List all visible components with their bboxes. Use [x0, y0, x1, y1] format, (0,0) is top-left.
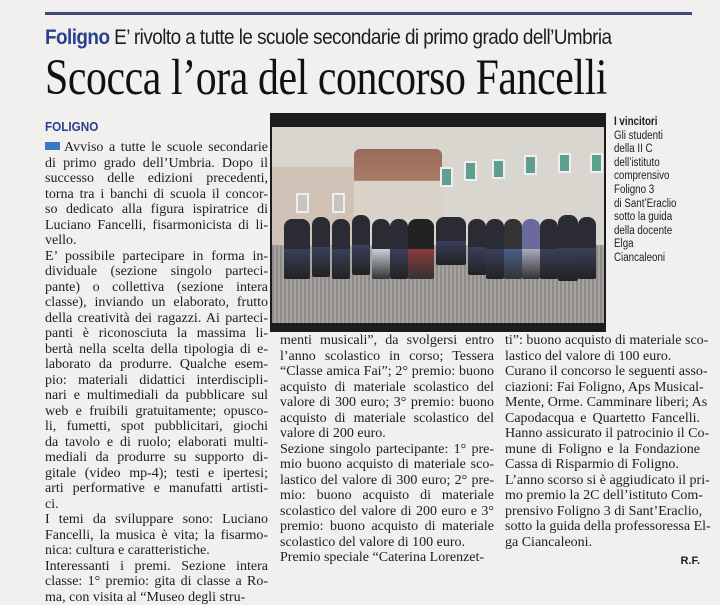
- text-line: [280, 550, 494, 566]
- paragraph: [45, 140, 268, 249]
- paragraph: [505, 364, 700, 473]
- line-text: scolastico del valore di 100 euro.: [280, 535, 465, 550]
- kicker: [45, 26, 611, 50]
- line-text: prensivo Foligno 3 di Sant’Eraclio,: [505, 504, 702, 519]
- line-text: lastico del valore di 300 euro; 2° pre-: [280, 473, 494, 488]
- line-text: pante) o collettiva (sezione intera: [45, 280, 268, 295]
- text-line: [505, 457, 700, 473]
- text-line: [505, 395, 700, 411]
- line-text: Mente, Orme. Camminare liberi; As: [505, 395, 707, 410]
- text-line: [45, 481, 268, 497]
- line-text: mio buono acquisto di materiale sco-: [280, 457, 494, 472]
- text-line: [505, 380, 700, 396]
- line-text: so dedicato alla figura ispiratrice di: [45, 202, 268, 217]
- text-line: [45, 218, 268, 234]
- text-line: [505, 488, 700, 504]
- caption-line: della docente: [614, 225, 691, 239]
- line-text: ma, con visita al “Museo degli stru-: [45, 590, 245, 605]
- line-text: vello.: [45, 233, 77, 248]
- caption-line: dell’istituto: [614, 157, 691, 171]
- caption-title: I vincitori: [614, 116, 691, 130]
- text-line: [45, 497, 268, 513]
- text-line: [280, 488, 494, 504]
- line-text: classe), inviando un elaborato, frutto: [45, 295, 268, 310]
- text-line: [45, 264, 268, 280]
- paragraph: [280, 442, 494, 551]
- line-text: ga Ciancaleoni.: [505, 535, 592, 550]
- line-text: dividuale (sezione singolo parteci-: [45, 264, 268, 279]
- caption-line: comprensivo: [614, 170, 691, 184]
- line-text: Fancelli, la musica è vita; la fisarmo-: [45, 528, 268, 543]
- text-line: [45, 466, 268, 482]
- text-line: [45, 249, 268, 265]
- line-text: arti performative e manufatti artisti-: [45, 481, 268, 496]
- text-line: [280, 380, 494, 396]
- line-text: nari e multimediali da pubblicare sul: [45, 388, 268, 403]
- line-text: mo premio la 2C dell’istituto Com-: [505, 488, 703, 503]
- line-text: Luciano Fancelli, fisarmonicista di li-: [45, 218, 268, 233]
- text-line: [45, 311, 268, 327]
- line-text: L’anno scorso si è aggiudicato il pri-: [505, 473, 710, 488]
- text-line: [45, 140, 268, 156]
- line-text: web e fruibili gratuitamente; opusco-: [45, 404, 268, 419]
- line-text: ciazioni: Fai Foligno, Aps Musical-: [505, 380, 704, 395]
- photo-image: [272, 127, 604, 323]
- kicker-text: E’ rivolto a tutte le scuole secondarie di primo grado dell’Umbria: [114, 26, 611, 49]
- paragraph: [505, 333, 700, 364]
- text-line: [45, 543, 268, 559]
- text-line: [505, 411, 700, 427]
- paragraph: [280, 550, 494, 566]
- text-line: [45, 326, 268, 342]
- lead-square-icon: [45, 142, 60, 150]
- text-line: [280, 457, 494, 473]
- text-line: [280, 442, 494, 458]
- article-column-2: [280, 333, 494, 566]
- line-text: da tavolo e di ruolo; elaborati multi-: [45, 435, 268, 450]
- text-line: [45, 388, 268, 404]
- kicker-place: Foligno: [45, 26, 109, 49]
- caption-line: Elga: [614, 238, 691, 252]
- line-text: lastico del valore di 100 euro.: [505, 349, 671, 364]
- text-line: [45, 280, 268, 296]
- text-line: [280, 333, 494, 349]
- line-text: premio: buono acquisto di materiale: [280, 519, 494, 534]
- article-photo: [270, 113, 606, 332]
- text-line: [280, 395, 494, 411]
- caption-line: di Sant’Eraclio: [614, 198, 691, 212]
- text-line: [505, 426, 700, 442]
- text-line: [280, 411, 494, 427]
- line-text: pio: materiali didattici interdiscipli-: [45, 373, 268, 388]
- text-line: [280, 504, 494, 520]
- paragraph: [45, 249, 268, 513]
- text-line: [45, 202, 268, 218]
- text-line: [45, 450, 268, 466]
- text-line: [45, 295, 268, 311]
- line-text: l’anno scolastico in corso; Tessera: [280, 349, 494, 364]
- line-text: valore di 200 euro.: [280, 426, 386, 441]
- text-line: [280, 349, 494, 365]
- text-line: [505, 442, 700, 458]
- line-text: torna tra i banchi di scuola il concor-: [45, 187, 268, 202]
- text-line: [505, 519, 700, 535]
- caption-line: della II C: [614, 143, 691, 157]
- text-line: [45, 419, 268, 435]
- text-line: [280, 535, 494, 551]
- text-line: [505, 535, 700, 551]
- line-text: menti musicali”, da svolgersi entro: [280, 333, 494, 348]
- text-line: [45, 373, 268, 389]
- line-text: mediali da produrre su supporto di-: [45, 450, 268, 465]
- line-text: mio: buono acquisto di materiale: [280, 488, 494, 503]
- line-text: Capodacqua e Quartetto Fancelli.: [505, 411, 700, 426]
- text-line: [45, 156, 268, 172]
- text-line: [45, 590, 268, 605]
- headline: Scocca l’ora del concorso Fancelli: [45, 50, 607, 106]
- text-line: [505, 349, 700, 365]
- line-text: gitale (video mp-4); testi e ipertesi;: [45, 466, 268, 481]
- text-line: [505, 333, 700, 349]
- line-text: acquisto di materiale scolastico del: [280, 411, 494, 426]
- photo-caption: [614, 116, 691, 266]
- line-text: bertà nella scelta della tipologia di e-: [45, 342, 268, 357]
- top-rule: [45, 12, 692, 15]
- text-line: [280, 364, 494, 380]
- line-text: laborato da produrre. Qualche esem-: [45, 357, 268, 372]
- text-line: [45, 559, 268, 575]
- line-text: ci.: [45, 497, 59, 512]
- text-line: [45, 187, 268, 203]
- caption-line: Ciancaleoni: [614, 252, 691, 266]
- text-line: [280, 473, 494, 489]
- line-text: E’ possibile partecipare in forma in-: [45, 249, 268, 264]
- text-line: [280, 426, 494, 442]
- text-line: [45, 574, 268, 590]
- author-signature: R.F.: [505, 554, 700, 570]
- paragraph: [505, 473, 700, 551]
- text-line: [45, 233, 268, 249]
- line-text: Sezione singolo partecipante: 1° pre-: [280, 442, 494, 457]
- text-line: [45, 171, 268, 187]
- line-text: li, fumetti, spot pubblicitari, giochi: [45, 419, 268, 434]
- text-line: [505, 473, 700, 489]
- line-text: Hanno assicurato il patrocinio il Co-: [505, 426, 709, 441]
- caption-line: Foligno 3: [614, 184, 691, 198]
- line-text: classe: 1° premio: gita di classe a Ro-: [45, 574, 268, 589]
- caption-line: Gli studenti: [614, 130, 691, 144]
- line-text: I temi da sviluppare sono: Luciano: [45, 512, 268, 527]
- line-text: Premio speciale “Caterina Lorenzet-: [280, 550, 484, 565]
- line-text: Interessanti i premi. Sezione intera: [45, 559, 268, 574]
- line-text: Cassa di Risparmio di Foligno.: [505, 457, 679, 472]
- line-text: Avviso a tutte le scuole secondarie: [64, 140, 268, 155]
- line-text: nica: cultura e caratteristiche.: [45, 543, 210, 558]
- paragraph: [280, 333, 494, 442]
- line-text: scolastico del valore di 200 euro e 3°: [280, 504, 494, 519]
- text-line: [45, 342, 268, 358]
- line-text: “Classe amica Fai”; 2° premio: buono: [280, 364, 494, 379]
- text-line: [45, 528, 268, 544]
- line-text: Curano il concorso le seguenti asso-: [505, 364, 708, 379]
- paragraph: [45, 559, 268, 605]
- text-line: [45, 512, 268, 528]
- line-text: acquisto di materiale scolastico del: [280, 380, 494, 395]
- text-line: [505, 504, 700, 520]
- line-text: panti è riconosciuta la massima li-: [45, 326, 268, 341]
- text-line: [280, 519, 494, 535]
- caption-line: sotto la guida: [614, 211, 691, 225]
- text-line: [45, 404, 268, 420]
- line-text: della creatività dei ragazzi. Ai parteci-: [45, 311, 268, 326]
- paragraph: [45, 512, 268, 559]
- line-text: mune di Foligno e la Fondazione: [505, 442, 700, 457]
- article-column-1: [45, 140, 268, 605]
- line-text: sotto la guida della professoressa El-: [505, 519, 711, 534]
- article-column-3: [505, 333, 700, 570]
- line-text: di primo grado dell’Umbria. Dopo il: [45, 156, 268, 171]
- line-text: successo delle edizioni precedenti,: [45, 171, 268, 186]
- text-line: [45, 357, 268, 373]
- line-text: valore di 300 euro; 3° premio: buono: [280, 395, 494, 410]
- section-label: FOLIGNO: [45, 119, 98, 134]
- line-text: ti”: buono acquisto di materiale sco-: [505, 333, 708, 348]
- text-line: [505, 364, 700, 380]
- text-line: [45, 435, 268, 451]
